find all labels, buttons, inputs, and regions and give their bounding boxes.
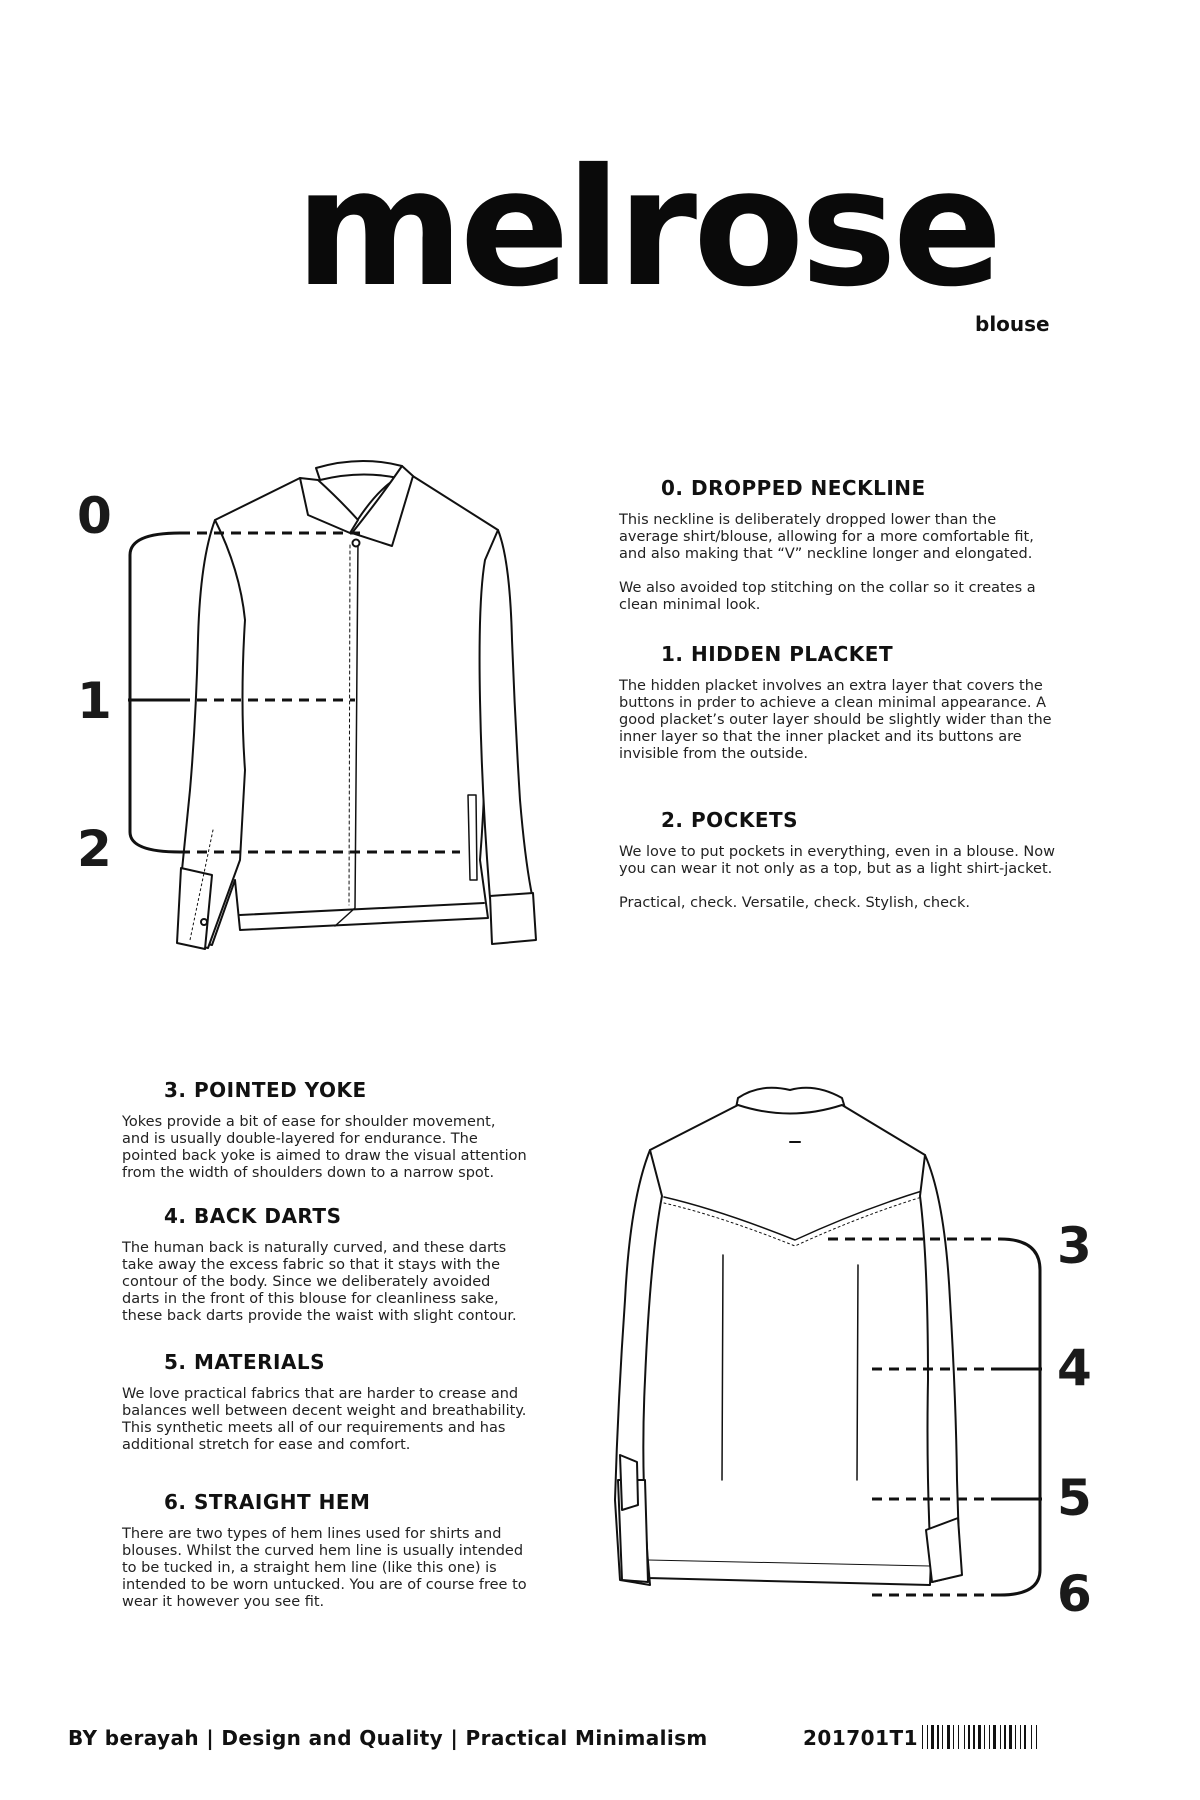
marker-6: 6 (1057, 1565, 1092, 1623)
section-body: The human back is naturally curved, and these darts take away the excess fabric so that it stays with the contour of the body. Since we deliberately avoided darts in the front of this blouse for cleanliness sake, these back darts provide the waist with slight contour. (122, 1240, 517, 1324)
section-title: 4. BACK DARTS (164, 1204, 342, 1228)
section-title: 0. DROPPED NECKLINE (661, 476, 926, 500)
section-title: 2. POCKETS (661, 808, 799, 832)
brand-title: melrose (295, 135, 999, 323)
section-body: There are two types of hem lines used for shirts and blouses. Whilst the curved hem line is usually intended to be tucked in, a straight hem line (like this one) is intended to be worn untucked. You are of course free to wear it however you see fit. (122, 1526, 527, 1610)
section-body: We love practical fabrics that are harder to crease and balances well between decent weight and breathability. This synthetic meets all of our requirements and has additional stretch for ease and comfort. (122, 1386, 527, 1453)
marker-3: 3 (1057, 1217, 1092, 1275)
marker-4: 4 (1057, 1339, 1092, 1397)
section-body: We love to put pockets in everything, even in a blouse. Now you can wear it not only as a top, but as a light shirt-jacket. Practical, check. Versatile, check. Stylish, check. (619, 844, 1055, 911)
section-body: This neckline is deliberately dropped lower than the average shirt/blouse, allowing for a more comfortable fit, and also making that “V” neckline longer and elongated. We also avoided top stitching on the collar so it creates a clean minimal look. (619, 512, 1036, 613)
section-title: 1. HIDDEN PLACKET (661, 642, 894, 666)
marker-5: 5 (1057, 1469, 1092, 1527)
marker-1: 1 (77, 672, 112, 730)
marker-0: 0 (77, 487, 112, 545)
footer-tagline: BY berayah | Design and Quality | Practical Minimalism (68, 1726, 708, 1750)
section-title: 6. STRAIGHT HEM (164, 1490, 371, 1514)
section-body: The hidden placket involves an extra layer that covers the buttons in prder to achieve a clean minimal appearance. A good placket’s outer layer should be slightly wider than the inner layer so that the inner placket and its buttons are invisible from the outside. (619, 678, 1052, 762)
section-title: 3. POINTED YOKE (164, 1078, 367, 1102)
section-body: Yokes provide a bit of ease for shoulder movement, and is usually double-layered for endurance. The pointed back yoke is aimed to draw the visual attention from the width of shoulders down to a narrow spot. (122, 1114, 527, 1181)
product-code: 201701T1 (803, 1726, 919, 1750)
section-title: 5. MATERIALS (164, 1350, 326, 1374)
marker-2: 2 (77, 820, 112, 878)
product-subtitle: blouse (975, 312, 1050, 336)
